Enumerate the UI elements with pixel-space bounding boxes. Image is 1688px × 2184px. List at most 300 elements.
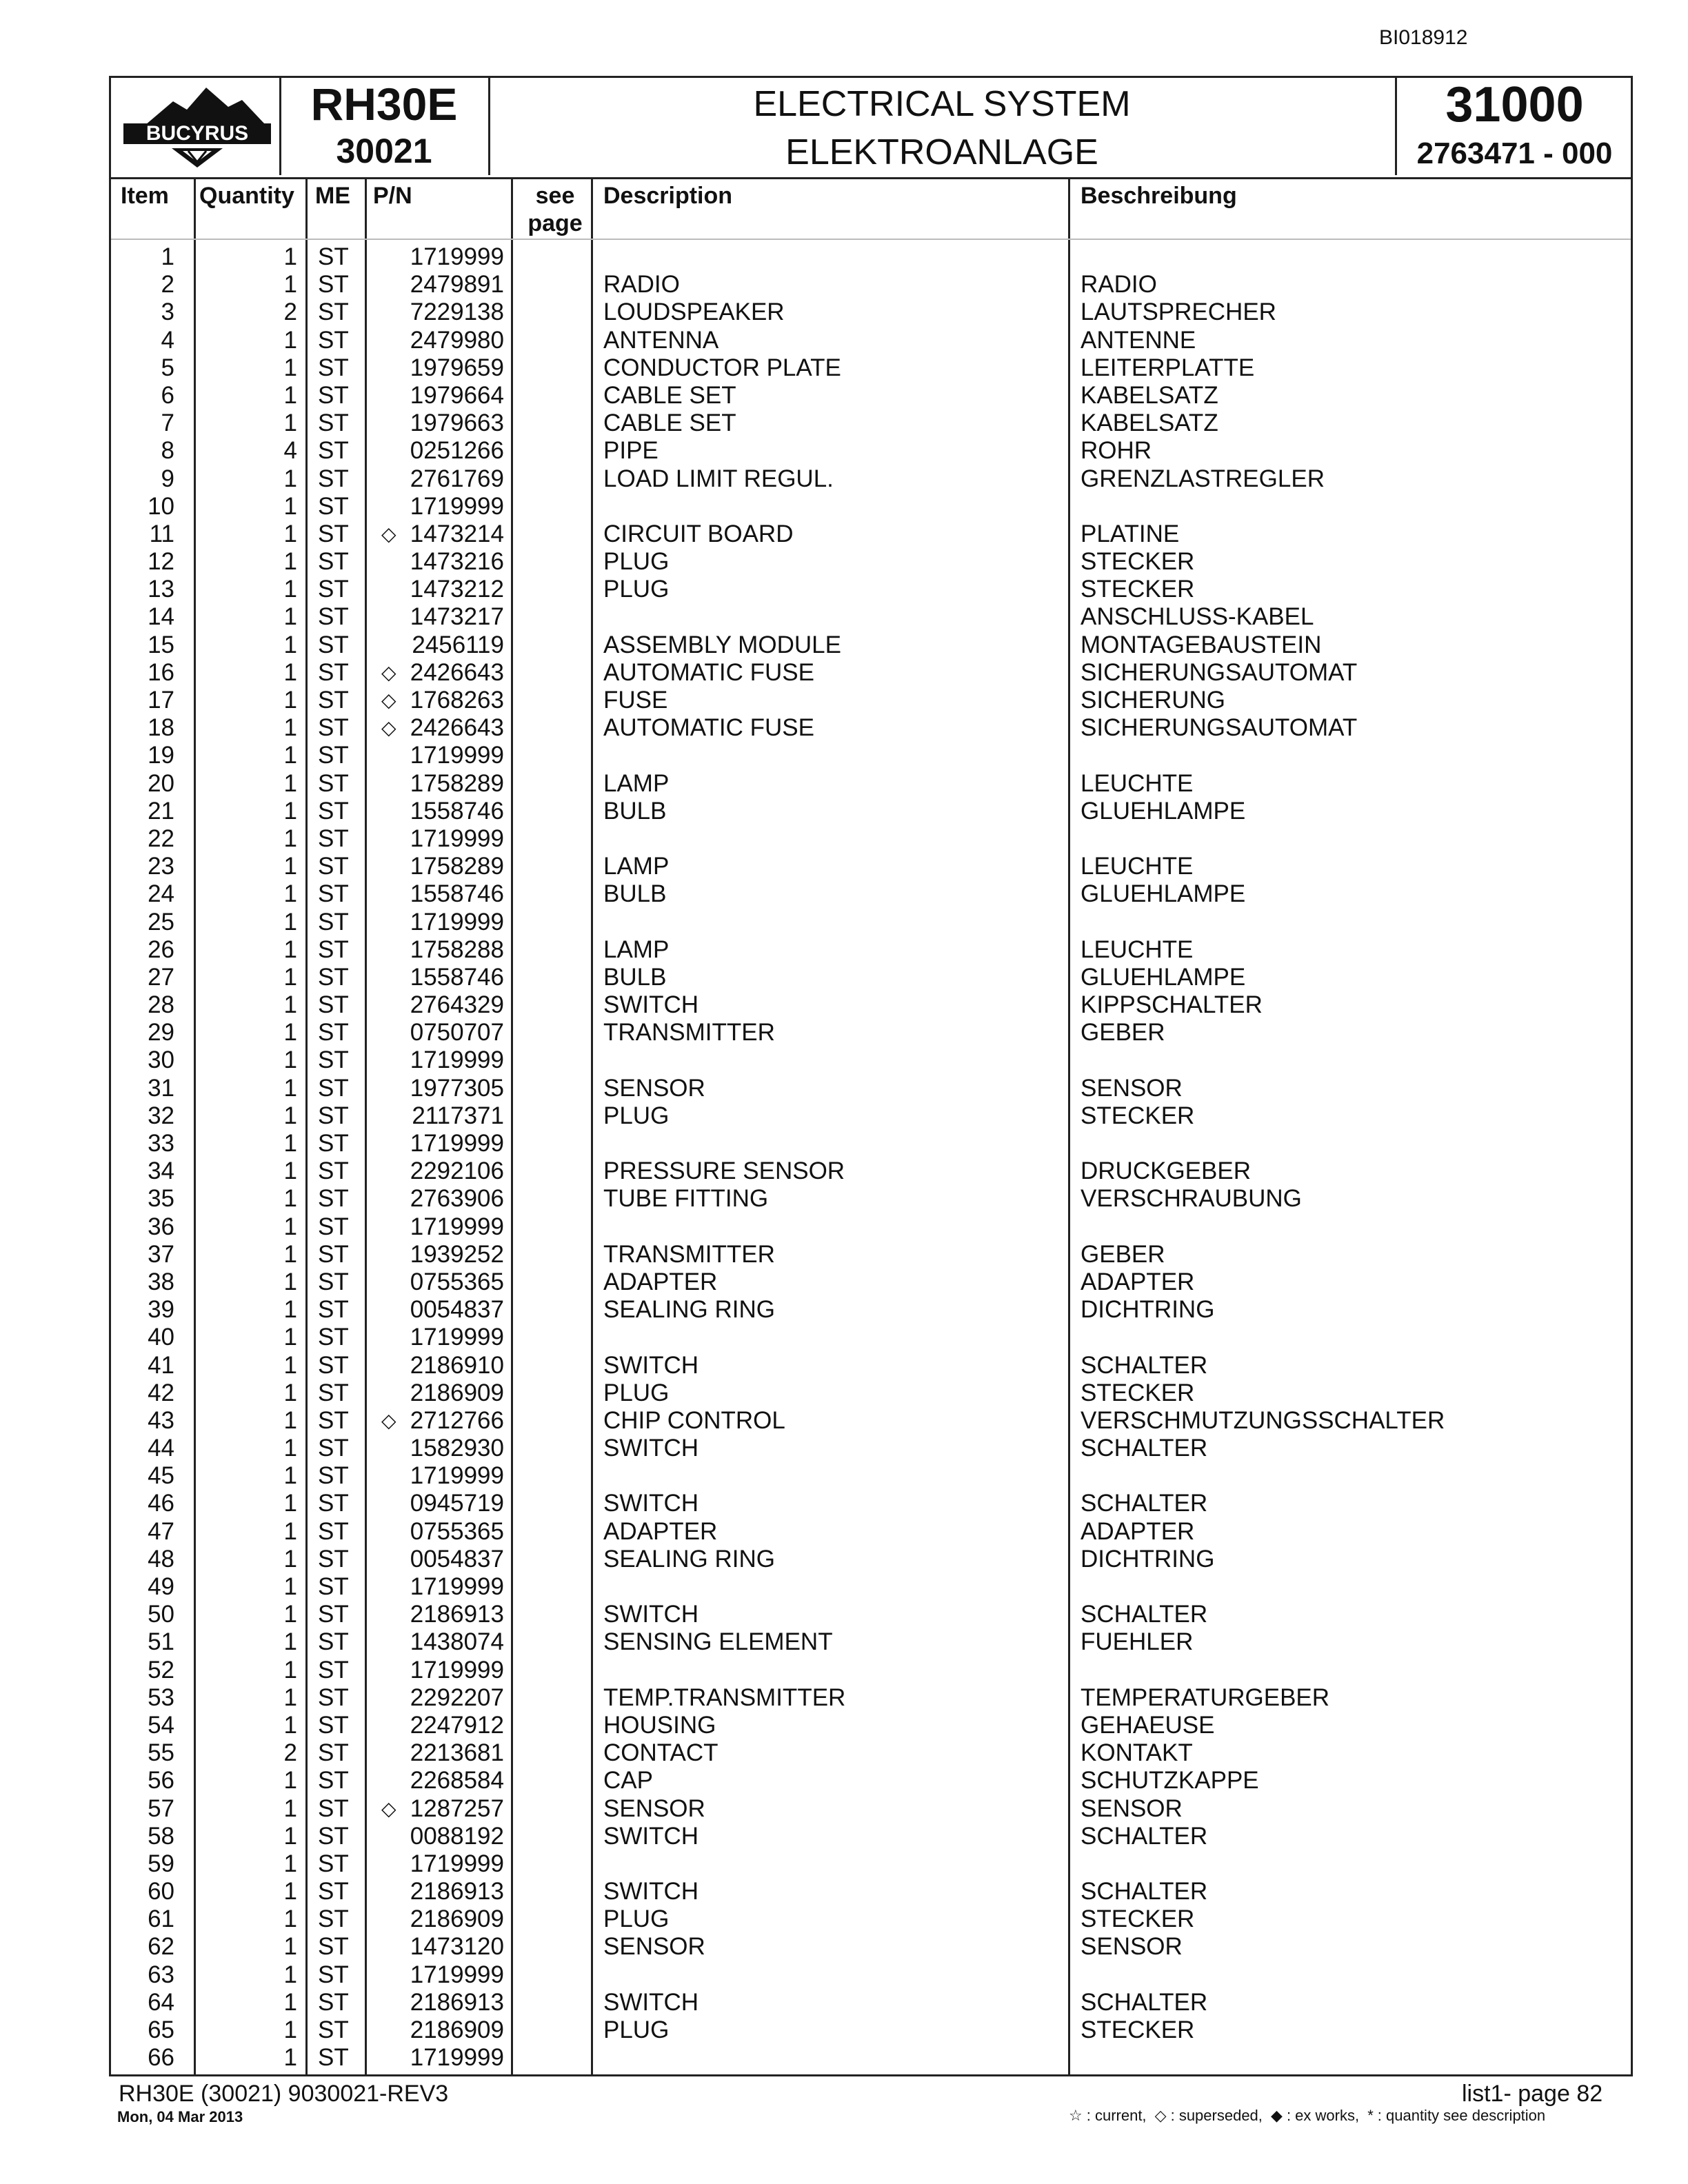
quantity-cell: 1 [283, 880, 297, 908]
part-number-cell: 0755365 [410, 1517, 504, 1545]
table-row [111, 1601, 1631, 1628]
unit-cell: ST [318, 1739, 349, 1767]
item-cell: 3 [161, 299, 174, 326]
description-cell: RADIO [603, 271, 680, 299]
part-number-cell: 2764329 [410, 991, 504, 1019]
item-cell: 59 [148, 1850, 174, 1877]
item-cell: 48 [148, 1545, 174, 1573]
table-row [111, 1767, 1631, 1794]
part-number-cell: 0054837 [410, 1545, 504, 1573]
unit-cell: ST [318, 1850, 349, 1877]
table-row [111, 1878, 1631, 1905]
beschreibung-cell: SCHALTER [1081, 1822, 1208, 1850]
unit-cell: ST [318, 1573, 349, 1600]
unit-cell: ST [318, 1656, 349, 1684]
table-row [111, 2016, 1631, 2044]
part-number-cell: 0945719 [410, 1490, 504, 1517]
beschreibung-cell: RADIO [1081, 271, 1157, 299]
legend-superseded: : superseded, [1170, 2107, 1263, 2124]
description-cell: FUSE [603, 687, 668, 714]
table-row [111, 1379, 1631, 1407]
quantity-cell: 1 [283, 1933, 297, 1961]
table-row [111, 1185, 1631, 1213]
description-cell: PRESSURE SENSOR [603, 1157, 845, 1185]
beschreibung-cell: KIPPSCHALTER [1081, 991, 1263, 1019]
item-cell: 26 [148, 936, 174, 963]
item-cell: 58 [148, 1822, 174, 1850]
superseded-marker: ◇ [381, 523, 396, 545]
quantity-cell: 1 [283, 1517, 297, 1545]
quantity-cell: 1 [283, 603, 297, 631]
description-cell: ADAPTER [603, 1517, 718, 1545]
beschreibung-cell: SCHUTZKAPPE [1081, 1767, 1259, 1794]
quantity-cell: 1 [283, 520, 297, 547]
quantity-cell: 1 [283, 1019, 297, 1046]
description-cell: CONDUCTOR PLATE [603, 354, 841, 381]
beschreibung-cell: DICHTRING [1081, 1296, 1215, 1324]
quantity-cell: 1 [283, 687, 297, 714]
quantity-cell: 1 [283, 658, 297, 686]
part-number-cell: 2186909 [410, 2016, 504, 2043]
part-number-cell: 1719999 [410, 825, 504, 852]
part-number-cell: 2213681 [410, 1739, 504, 1767]
quantity-cell: 1 [283, 1684, 297, 1711]
model-name: RH30E [310, 79, 458, 130]
unit-cell: ST [318, 853, 349, 880]
quantity-cell: 1 [283, 1435, 297, 1462]
description-cell: SWITCH [603, 1490, 699, 1517]
part-number-cell: 1979663 [410, 410, 504, 437]
table-row [111, 1462, 1631, 1490]
part-number-cell: 1558746 [410, 880, 504, 908]
unit-cell: ST [318, 1185, 349, 1213]
beschreibung-cell: VERSCHMUTZUNGSSCHALTER [1081, 1406, 1445, 1434]
item-cell: 57 [148, 1794, 174, 1822]
quantity-cell: 1 [283, 1324, 297, 1351]
table-row [111, 603, 1631, 631]
footer-date: Mon, 04 Mar 2013 [117, 2108, 243, 2125]
item-cell: 42 [148, 1379, 174, 1406]
quantity-cell: 1 [283, 1905, 297, 1933]
item-cell: 20 [148, 769, 174, 797]
table-row [111, 1989, 1631, 2016]
item-cell: 64 [148, 1988, 174, 2016]
description-cell: SWITCH [603, 1601, 699, 1628]
quantity-cell: 1 [283, 742, 297, 769]
item-cell: 8 [161, 437, 174, 465]
beschreibung-cell: SCHALTER [1081, 1878, 1208, 1905]
beschreibung-cell: KABELSATZ [1081, 381, 1218, 409]
quantity-cell: 1 [283, 271, 297, 299]
unit-cell: ST [318, 658, 349, 686]
quantity-cell: 1 [283, 1794, 297, 1822]
item-cell: 32 [148, 1102, 174, 1129]
unit-cell: ST [318, 1213, 349, 1240]
item-cell: 55 [148, 1739, 174, 1767]
drawing-number: 2763471 - 000 [1416, 136, 1613, 170]
asterisk-icon: * [1367, 2107, 1374, 2124]
item-cell: 50 [148, 1601, 174, 1628]
unit-cell: ST [318, 1988, 349, 2016]
part-number-cell: 1719999 [410, 1656, 504, 1684]
beschreibung-cell: GRENZLASTREGLER [1081, 465, 1325, 492]
legend-current: : current, [1086, 2107, 1147, 2124]
description-cell: SWITCH [603, 1988, 699, 2016]
quantity-cell: 1 [283, 326, 297, 354]
beschreibung-cell: GEBER [1081, 1019, 1165, 1046]
table-row [111, 1352, 1631, 1379]
unit-cell: ST [318, 520, 349, 547]
table-row [111, 1628, 1631, 1656]
table-row [111, 493, 1631, 520]
part-number-cell: 1719999 [410, 1046, 504, 1074]
part-number-cell: 1473120 [410, 1933, 504, 1961]
item-cell: 5 [161, 354, 174, 381]
item-cell: 29 [148, 1019, 174, 1046]
item-cell: 22 [148, 825, 174, 852]
quantity-cell: 1 [283, 381, 297, 409]
item-cell: 23 [148, 853, 174, 880]
part-number-cell: 1768263 [410, 687, 504, 714]
item-cell: 30 [148, 1046, 174, 1074]
item-cell: 10 [148, 492, 174, 520]
description-cell: BULB [603, 880, 667, 908]
description-cell: BULB [603, 797, 667, 825]
quantity-cell: 1 [283, 1379, 297, 1406]
description-cell: PLUG [603, 576, 670, 603]
item-cell: 63 [148, 1961, 174, 1988]
unit-cell: ST [318, 991, 349, 1019]
table-row [111, 853, 1631, 880]
column-header-item: Item [121, 183, 169, 209]
description-cell: CABLE SET [603, 410, 736, 437]
quantity-cell: 2 [283, 1739, 297, 1767]
footer-page-number: list1- page 82 [1462, 2081, 1603, 2107]
quantity-cell: 1 [283, 797, 297, 825]
item-cell: 45 [148, 1462, 174, 1490]
serial-number: 30021 [336, 132, 432, 170]
table-row [111, 576, 1631, 603]
table-row [111, 798, 1631, 825]
table-row [111, 825, 1631, 853]
unit-cell: ST [318, 1490, 349, 1517]
quantity-cell: 1 [283, 492, 297, 520]
quantity-cell: 1 [283, 991, 297, 1019]
item-cell: 18 [148, 714, 174, 742]
description-cell: SENSOR [603, 1794, 705, 1822]
table-row [111, 1573, 1631, 1601]
superseded-marker: ◇ [381, 1797, 396, 1819]
beschreibung-cell: SICHERUNGSAUTOMAT [1081, 658, 1358, 686]
quantity-cell: 1 [283, 908, 297, 936]
item-cell: 19 [148, 742, 174, 769]
quantity-cell: 1 [283, 769, 297, 797]
unit-cell: ST [318, 1074, 349, 1102]
table-row [111, 1905, 1631, 1933]
unit-cell: ST [318, 1296, 349, 1324]
description-cell: LAMP [603, 936, 670, 963]
description-cell: PLUG [603, 1379, 670, 1406]
item-cell: 39 [148, 1296, 174, 1324]
quantity-cell: 2 [283, 299, 297, 326]
beschreibung-cell: STECKER [1081, 2016, 1195, 2043]
quantity-cell: 1 [283, 354, 297, 381]
unit-cell: ST [318, 1961, 349, 1988]
unit-cell: ST [318, 963, 349, 991]
quantity-cell: 1 [283, 1213, 297, 1240]
description-cell: PLUG [603, 1102, 670, 1129]
quantity-cell: 1 [283, 1046, 297, 1074]
part-number-cell: 2292207 [410, 1684, 504, 1711]
quantity-cell: 1 [283, 1296, 297, 1324]
item-cell: 34 [148, 1157, 174, 1185]
beschreibung-cell: STECKER [1081, 1102, 1195, 1129]
part-number-cell: 2426643 [410, 714, 504, 742]
quantity-cell: 1 [283, 410, 297, 437]
table-row [111, 1795, 1631, 1823]
unit-cell: ST [318, 576, 349, 603]
beschreibung-cell: DICHTRING [1081, 1545, 1215, 1573]
description-cell: SWITCH [603, 1878, 699, 1905]
part-number-cell: 2292106 [410, 1157, 504, 1185]
description-cell: CIRCUIT BOARD [603, 520, 794, 547]
description-cell: LAMP [603, 853, 670, 880]
part-number-cell: 1558746 [410, 963, 504, 991]
item-cell: 28 [148, 991, 174, 1019]
description-cell: TRANSMITTER [603, 1240, 775, 1268]
quantity-cell: 1 [283, 1462, 297, 1490]
svg-text:BUCYRUS: BUCYRUS [145, 122, 249, 145]
beschreibung-cell: SCHALTER [1081, 1351, 1208, 1379]
quantity-cell: 1 [283, 1961, 297, 1988]
unit-cell: ST [318, 492, 349, 520]
unit-cell: ST [318, 1102, 349, 1129]
unit-cell: ST [318, 1406, 349, 1434]
item-cell: 25 [148, 908, 174, 936]
beschreibung-cell: ADAPTER [1081, 1268, 1195, 1295]
quantity-cell: 1 [283, 1850, 297, 1877]
unit-cell: ST [318, 354, 349, 381]
part-number-cell: 2761769 [410, 465, 504, 492]
beschreibung-cell: MONTAGEBAUSTEIN [1081, 631, 1322, 658]
table-row [111, 991, 1631, 1019]
item-cell: 65 [148, 2016, 174, 2043]
part-number-cell: 1558746 [410, 797, 504, 825]
beschreibung-cell: ADAPTER [1081, 1517, 1195, 1545]
quantity-cell: 1 [283, 963, 297, 991]
table-row [111, 1823, 1631, 1850]
diamond-outline-icon: ◇ [1154, 2107, 1167, 2124]
part-number-cell: 1719999 [410, 1961, 504, 1988]
table-row [111, 1490, 1631, 1517]
description-cell: PLUG [603, 2016, 670, 2043]
table-row [111, 687, 1631, 714]
table-row [111, 1546, 1631, 1573]
description-cell: SWITCH [603, 1351, 699, 1379]
quantity-cell: 1 [283, 1130, 297, 1157]
beschreibung-cell: LEUCHTE [1081, 936, 1194, 963]
unit-cell: ST [318, 742, 349, 769]
unit-cell: ST [318, 381, 349, 409]
beschreibung-cell: SENSOR [1081, 1074, 1183, 1102]
unit-cell: ST [318, 603, 349, 631]
quantity-cell: 1 [283, 1268, 297, 1295]
part-number-cell: 0251266 [410, 437, 504, 465]
quantity-cell: 1 [283, 576, 297, 603]
item-cell: 21 [148, 797, 174, 825]
item-cell: 36 [148, 1213, 174, 1240]
quantity-cell: 1 [283, 1628, 297, 1656]
item-cell: 17 [148, 687, 174, 714]
part-number-cell: 2186909 [410, 1905, 504, 1933]
legend-ex-works: : ex works, [1286, 2107, 1360, 2124]
unit-cell: ST [318, 2044, 349, 2072]
parts-list-header [111, 78, 1631, 179]
see-page-line-1: see [535, 183, 575, 209]
description-cell: ANTENNA [603, 326, 719, 354]
quantity-cell: 1 [283, 631, 297, 658]
item-cell: 31 [148, 1074, 174, 1102]
unit-cell: ST [318, 299, 349, 326]
beschreibung-cell: SICHERUNGSAUTOMAT [1081, 714, 1358, 742]
bucyrus-logo [118, 82, 277, 172]
item-cell: 7 [161, 410, 174, 437]
quantity-cell: 1 [283, 1490, 297, 1517]
description-cell: PLUG [603, 1905, 670, 1933]
description-cell: TEMP.TRANSMITTER [603, 1684, 846, 1711]
item-cell: 61 [148, 1905, 174, 1933]
column-header-quantity: Quantity [199, 183, 294, 209]
description-cell: AUTOMATIC FUSE [603, 658, 814, 686]
quantity-cell: 1 [283, 1711, 297, 1739]
unit-cell: ST [318, 1767, 349, 1794]
description-cell: PIPE [603, 437, 659, 465]
beschreibung-cell: ANTENNE [1081, 326, 1196, 354]
unit-cell: ST [318, 1462, 349, 1490]
part-number-cell: 1758288 [410, 936, 504, 963]
item-cell: 54 [148, 1711, 174, 1739]
item-cell: 2 [161, 271, 174, 299]
part-number-cell: 1719999 [410, 908, 504, 936]
part-number-cell: 1719999 [410, 1850, 504, 1877]
item-cell: 4 [161, 326, 174, 354]
item-cell: 62 [148, 1933, 174, 1961]
part-number-cell: 1979664 [410, 381, 504, 409]
beschreibung-cell: GEBER [1081, 1240, 1165, 1268]
quantity-cell: 1 [283, 1988, 297, 2016]
part-number-cell: 2456119 [412, 631, 504, 658]
table-row [111, 1046, 1631, 1074]
beschreibung-cell: ANSCHLUSS-KABEL [1081, 603, 1314, 631]
unit-cell: ST [318, 1435, 349, 1462]
parts-table-body [111, 243, 1631, 2072]
table-row [111, 1019, 1631, 1046]
description-cell: ASSEMBLY MODULE [603, 631, 841, 658]
description-cell: LOUDSPEAKER [603, 299, 785, 326]
item-cell: 37 [148, 1240, 174, 1268]
part-number-cell: 1473217 [410, 603, 504, 631]
description-cell: ADAPTER [603, 1268, 718, 1295]
description-cell: HOUSING [603, 1711, 716, 1739]
table-row [111, 1684, 1631, 1712]
unit-cell: ST [318, 714, 349, 742]
section-title-german: ELEKTROANLAGE [785, 132, 1098, 172]
table-row [111, 1961, 1631, 1989]
part-number-cell: 0054837 [410, 1296, 504, 1324]
item-cell: 11 [149, 520, 174, 547]
table-row [111, 1157, 1631, 1185]
quantity-cell: 1 [283, 936, 297, 963]
quantity-cell: 1 [283, 714, 297, 742]
description-cell: SWITCH [603, 1822, 699, 1850]
column-header-see-page [522, 179, 588, 239]
quantity-cell: 1 [283, 825, 297, 852]
quantity-cell: 1 [283, 1822, 297, 1850]
item-cell: 1 [161, 243, 174, 270]
description-cell: BULB [603, 963, 667, 991]
description-cell: SWITCH [603, 1435, 699, 1462]
quantity-cell: 1 [283, 1545, 297, 1573]
column-header-description: Description [603, 183, 733, 209]
part-number-cell: 1977305 [410, 1074, 504, 1102]
beschreibung-cell: GLUEHLAMPE [1081, 880, 1246, 908]
beschreibung-cell: SCHALTER [1081, 1601, 1208, 1628]
part-number-cell: 2712766 [410, 1406, 504, 1434]
unit-cell: ST [318, 631, 349, 658]
quantity-cell: 1 [283, 1102, 297, 1129]
part-number-cell: 1719999 [410, 1462, 504, 1490]
beschreibung-cell: STECKER [1081, 576, 1195, 603]
table-row [111, 1657, 1631, 1684]
unit-cell: ST [318, 243, 349, 270]
beschreibung-cell: PLATINE [1081, 520, 1180, 547]
unit-cell: ST [318, 687, 349, 714]
part-number-cell: 1582930 [410, 1435, 504, 1462]
beschreibung-cell: SENSOR [1081, 1933, 1183, 1961]
quantity-cell: 1 [283, 1240, 297, 1268]
quantity-cell: 1 [283, 1351, 297, 1379]
beschreibung-cell: SCHALTER [1081, 1988, 1208, 2016]
item-cell: 49 [148, 1573, 174, 1600]
table-row [111, 880, 1631, 908]
table-row [111, 1296, 1631, 1324]
part-number-cell: 1719999 [410, 2044, 504, 2072]
beschreibung-cell: DRUCKGEBER [1081, 1157, 1251, 1185]
description-cell: CABLE SET [603, 381, 736, 409]
table-row [111, 964, 1631, 991]
beschreibung-cell: LAUTSPRECHER [1081, 299, 1276, 326]
see-page-line-2: page [528, 210, 583, 236]
item-cell: 38 [148, 1268, 174, 1295]
part-number-cell: 2479980 [410, 326, 504, 354]
part-number-cell: 0088192 [410, 1822, 504, 1850]
beschreibung-cell: LEITERPLATTE [1081, 354, 1255, 381]
table-row [111, 742, 1631, 769]
part-number-cell: 1438074 [410, 1628, 504, 1656]
table-row [111, 659, 1631, 687]
part-number-cell: 1719999 [410, 243, 504, 270]
unit-cell: ST [318, 410, 349, 437]
unit-cell: ST [318, 1933, 349, 1961]
unit-cell: ST [318, 1019, 349, 1046]
description-cell: LAMP [603, 769, 670, 797]
description-cell: SEALING RING [603, 1296, 775, 1324]
description-cell: LOAD LIMIT REGUL. [603, 465, 834, 492]
part-number-cell: 2186913 [410, 1878, 504, 1905]
document-id: BI018912 [1379, 26, 1468, 49]
table-row [111, 354, 1631, 382]
item-cell: 33 [148, 1130, 174, 1157]
